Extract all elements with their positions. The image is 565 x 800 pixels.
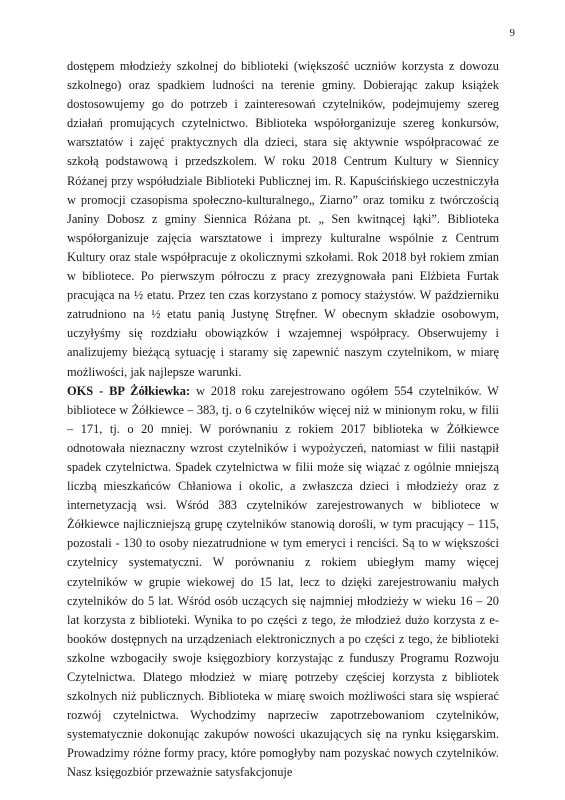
paragraph-zolkiewka-text: w 2018 roku zarejestrowano ogółem 554 czytelników. W bibliotece w Żółkiewce – 383, tj. o 6 czytelników więcej niż w minionym roku, w filii – 171, tj. o 20 mniej. W porównaniu z rokiem 2017 biblioteka w Żółkiewce odnotowała nieznaczny wzrost czytelników i wypożyczeń, natomiast w filii nastąpił spadek czytelnictwa. Spadek czytelnictwa w filii może się wiązać z ogólnie mniejszą liczbą mieszkańców Chłaniowa i okolic, a zwłaszcza dzieci i młodzieży oraz z internetyzacją wsi. Wśród 383 czytelników zarejestrowanych w bibliotece w Żółkiewce najliczniejszą grupę czytelników stanowią dorośli, w tym pracujący – 115, pozostali - 130 to osoby niezatrudnione w tym emeryci i renciści. Są to w większości czytelnicy systematyczni. W porównaniu z rokiem ubiegłym mamy więcej czytelników w grupie wiekowej do 15 lat, lecz to dzięki zarejestrowaniu małych czytelników do 5 lat. Wśród osób uczących się najmniej młodzieży w wieku 16 – 20 lat korzysta z biblioteki. Wynika to po części z tego, że młodzież dużo korzysta z e-booków dostępnych na urządzeniach elektronicznych a po części z tego, że biblioteki szkolne wzbogaciły swoje księgozbiory korzystając z funduszy Programu Rozwoju Czytelnictwa. Dlatego młodzież w miarę potrzeby częściej korzysta z bibliotek szkolnych niż publicznych. Biblioteka w miarę swoich możliwości stara się wspierać rozwój czytelnictwa. Wychodzimy naprzeciw zapotrzebowaniom czytelników, systematycznie dokonując zakupów nowości ukazujących się na rynku księgarskim. Prowadzimy różne formy pracy, które pomogłyby nam pozyskać nowych czytelników. Nasz księgozbiór przeważnie satysfakcjonuje (67, 383, 499, 780)
body-text (67, 57, 499, 783)
page-number: 9 (509, 27, 515, 39)
section-lead: OKS - BP Żółkiewka: (67, 383, 191, 398)
paragraph-library-activities: dostępem młodzieży szkolnej do biblioteki (większość uczniów korzysta z dowozu szkolnego) oraz spadkiem ludności na terenie gminy. Dobierając zakup książek dostosowujemy go do potrzeb i zainteresowań czytelników, podejmujemy szereg działań promujących czytelnictwo. Biblioteka współorganizuje szereg konkursów, warsztatów i zajęć praktycznych dla dzieci, stara się aktywnie współpracować ze szkołą podstawową i przedszkolem. W roku 2018 Centrum Kultury w Siennicy Różanej przy współudziale Biblioteki Publicznej im. R. Kapuścińskiego uczestniczyła w promocji czasopisma społeczno-kulturalnego„ Ziarno” oraz tomiku z twórczością Janiny Dobosz z gminy Siennica Różana pt. „ Sen kwitnącej łąki”. Biblioteka współorganizuje zajęcia warsztatowe i imprezy kulturalne wspólnie z Centrum Kultury oraz stale współpracuje z okolicznymi szkołami. Rok 2018 był rokiem zmian w bibliotece. Po pierwszym półroczu z pracy zrezygnowała pani Elżbieta Furtak pracująca na ½ etatu. Przez ten czas korzystano z pomocy stażystów. W październiku zatrudniono na ½ etatu panią Justynę Stręfner. W obecnym składzie osobowym, uczyłyśmy się rozdziału obowiązków i wzajemnej współpracy. Obserwujemy i analizujemy bieżącą sytuację i staramy się zapewnić naszym czytelnikom, w miarę możliwości, jak najlepsze warunki. (67, 59, 499, 379)
paragraph-zolkiewka-readers (67, 382, 499, 783)
